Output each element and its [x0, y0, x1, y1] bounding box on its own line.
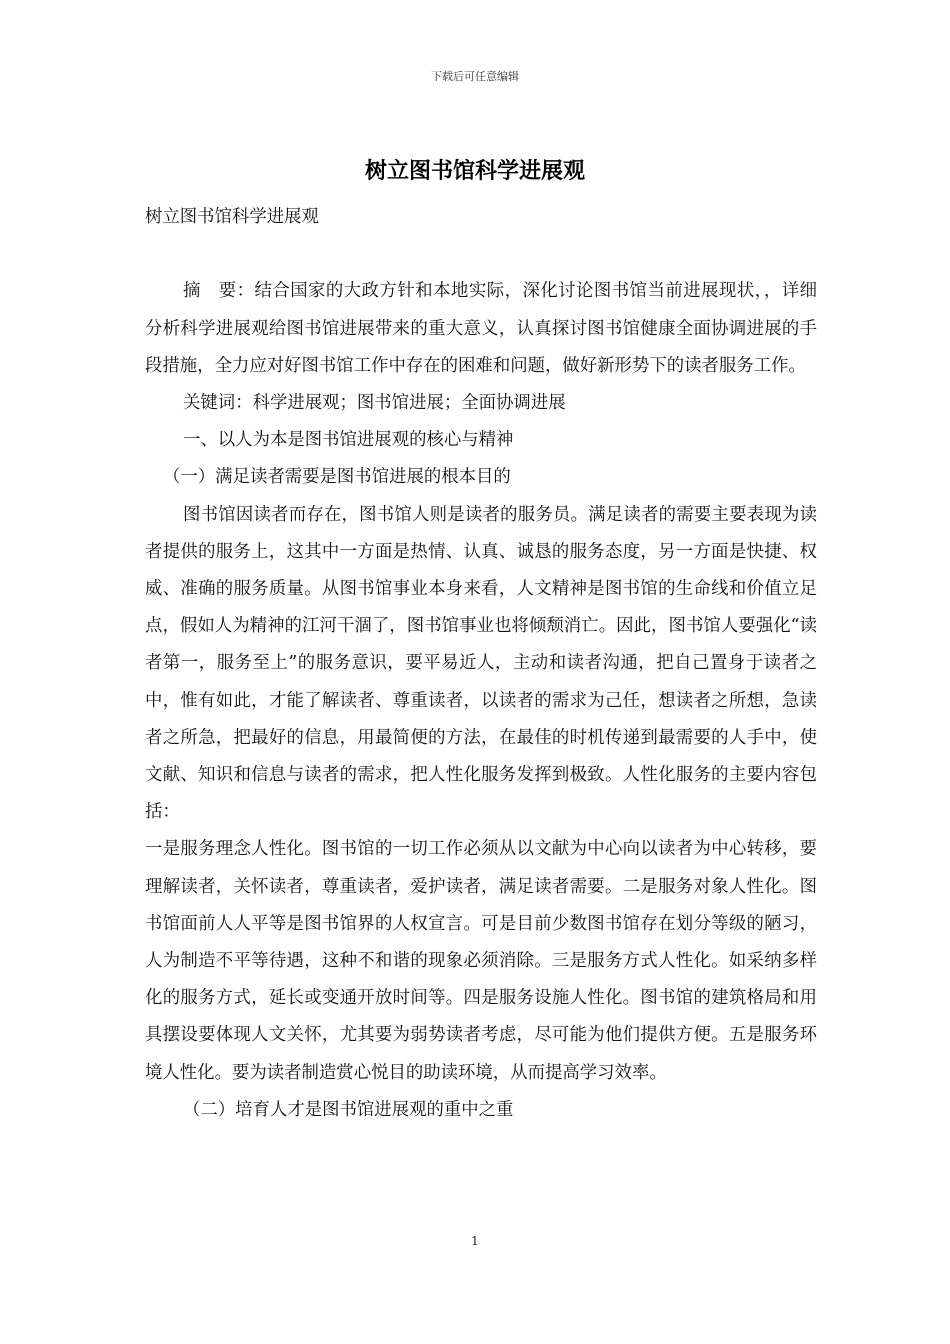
- keywords-line: 关键词：科学进展观；图书馆进展；全面协调进展: [183, 393, 566, 413]
- page-header: 下载后可任意编辑: [431, 70, 519, 83]
- page-number: 1: [471, 1234, 479, 1248]
- document-body: [145, 199, 817, 1129]
- document-subtitle: 树立图书馆科学进展观: [145, 207, 319, 227]
- subsection-heading-1: （一）满足读者需要是图书馆进展的根本目的: [163, 467, 511, 488]
- document-title: 树立图书馆科学进展观: [364, 158, 585, 184]
- body-paragraph-1: 图书馆因读者而存在，图书馆人则是读者的服务员。满足读者的需要主要表现为读者提供的服务上，这其中一方面是热情、认真、诚恳的服务态度，另一方面是快捷、权威、准确的服务质量。从图书馆事业本身来看，人文精神是图书馆的生命线和价值立足点，假如人为精神的江河干涸了，图书馆事业也将倾颓消亡。因此，图书馆人要强化“读者第一，服务至上”的服务意识，要平易近人，主动和读者沟通，把自己置身于读者之中，惟有如此，才能了解读者、尊重读者，以读者的需求为己任，想读者之所想，急读者之所急，把最好的信息，用最简便的方法，在最佳的时机传递到最需要的人手中，使文献、知识和信息与读者的需求，把人性化服务发挥到极致。人性化服务的主要内容包括：: [145, 504, 817, 823]
- subsection-heading-2: （二）培育人才是图书馆进展观的重中之重: [183, 1099, 514, 1120]
- blank-line: [145, 236, 817, 273]
- section-heading-1: 一、以人为本是图书馆进展观的核心与精神: [183, 430, 514, 451]
- abstract-paragraph: 摘 要：结合国家的大政方针和本地实际，深化讨论图书馆当前进展现状，，详细分析科学进展观给图书馆进展带来的重大意义，认真探讨图书馆健康全面协调进展的手段措施，全力应对好图书馆工作中存在的困难和问题，做好新形势下的读者服务工作。: [145, 281, 817, 376]
- body-paragraph-2: 一是服务理念人性化。图书馆的一切工作必须从以文献为中心向以读者为中心转移，要理解读者，关怀读者，尊重读者，爱护读者，满足读者需要。二是服务对象人性化。图书馆面前人人平等是图书馆界的人权宣言。可是目前少数图书馆存在划分等级的陋习，人为制造不平等待遇，这种不和谐的现象必须消除。三是服务方式人性化。如采纳多样化的服务方式，延长或变通开放时间等。四是服务设施人性化。图书馆的建筑格局和用具摆设要体现人文关怀，尤其要为弱势读者考虑，尽可能为他们提供方便。五是服务环境人性化。要为读者制造赏心悦目的助读环境，从而提高学习效率。: [145, 839, 817, 1083]
